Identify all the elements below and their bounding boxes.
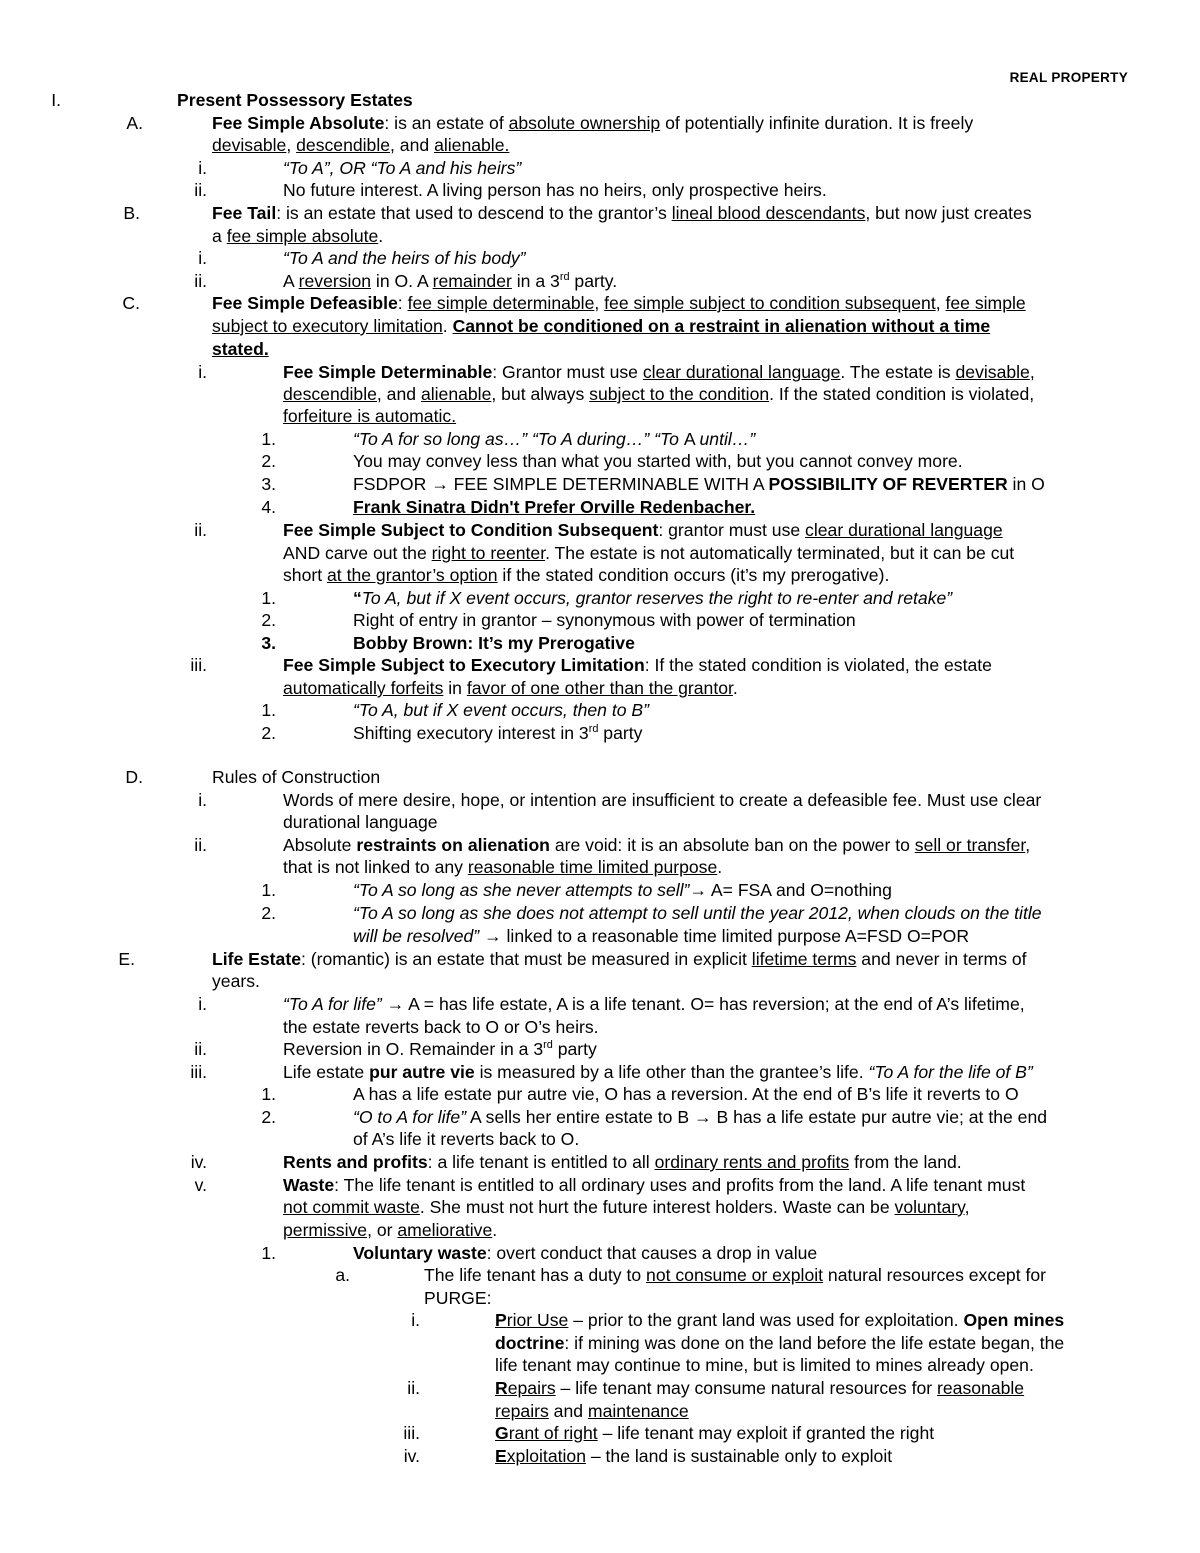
text-run: voluntary	[894, 1197, 965, 1217]
line-text	[495, 1422, 934, 1445]
text-run: are void: it is an absolute ban on the power to	[549, 835, 915, 855]
line-text	[212, 292, 1026, 315]
text-run: → A= FSA and O=nothing	[689, 880, 892, 900]
text-run: a	[212, 226, 227, 246]
text-run: “To A so long as she never attempts to sell”	[353, 880, 690, 900]
text-run: Fee Simple Subject to Condition Subsequent	[283, 520, 659, 540]
text-run: epairs	[507, 1378, 556, 1398]
text-run: .	[732, 678, 738, 698]
text-run: Life Estate	[212, 949, 301, 969]
text-run: is measured by a life other than the grantee’s life.	[474, 1062, 869, 1082]
text-run: in	[443, 678, 467, 698]
text-run: Fee Simple Subject to Executory Limitation	[283, 655, 645, 675]
text-run: Fee Simple Absolute	[212, 113, 385, 133]
text-run: descendible	[283, 384, 377, 404]
text-run: absolute ownership	[508, 113, 661, 133]
text-run: R	[495, 1378, 508, 1398]
text-run: party.	[569, 271, 618, 291]
list-marker: 2.	[261, 903, 276, 923]
text-run: :	[397, 293, 408, 313]
text-run: ,	[935, 293, 946, 313]
line-text	[353, 722, 642, 745]
text-run: : if mining was done on the land before the life estate began, the	[564, 1333, 1065, 1353]
text-run: repairs	[495, 1401, 549, 1421]
line-text	[495, 1445, 892, 1468]
line-text	[212, 970, 260, 993]
text-run: FSDPOR → FEE SIMPLE DETERMINABLE WITH A	[353, 474, 769, 494]
line-text	[353, 496, 755, 519]
text-run: will be resolved”	[353, 926, 480, 946]
text-run: fee simple absolute	[226, 226, 379, 246]
text-run: sell or transfer	[914, 835, 1026, 855]
list-marker: i.	[198, 248, 207, 268]
text-run: G	[495, 1423, 509, 1443]
text-run: “O to A for life”	[353, 1107, 467, 1127]
text-run: reasonable time limited purpose	[467, 857, 718, 877]
line-text	[353, 1242, 817, 1265]
line-text	[283, 542, 1014, 565]
text-run: E	[495, 1446, 507, 1466]
text-run: : a life tenant is entitled to all	[427, 1152, 655, 1172]
line-text	[283, 1174, 1025, 1197]
text-run: Fee Simple Determinable	[283, 362, 493, 382]
line-text	[283, 1061, 1033, 1084]
text-run: : (romantic) is an estate that must be measured in explicit	[300, 949, 752, 969]
text-run: not consume or exploit	[646, 1265, 824, 1285]
text-run: lineal blood descendants	[671, 203, 866, 223]
text-run: life tenant may continue to mine, but is limited to mines already open.	[495, 1355, 1034, 1375]
text-run: remainder	[432, 271, 512, 291]
text-run: Frank Sinatra Didn't Prefer Orville Redenbacher.	[353, 497, 756, 517]
text-run: “To A for the life of B”	[868, 1062, 1033, 1082]
line-text	[353, 473, 1045, 496]
text-run: alienable	[420, 384, 492, 404]
text-run: rant of right	[508, 1423, 598, 1443]
line-text	[495, 1309, 1064, 1332]
text-run: .	[492, 1220, 498, 1240]
text-run: : is an estate that used to descend to the grantor’s	[276, 203, 672, 223]
text-run: . The estate is	[840, 362, 956, 382]
text-run: Voluntary waste	[353, 1243, 487, 1263]
text-run: POSSIBILITY OF REVERTER	[768, 474, 1008, 494]
text-run: Right of entry in grantor – synonymous with power of termination	[353, 610, 856, 630]
text-run: “To A and the heirs of his body”	[283, 248, 526, 268]
line-text	[495, 1377, 1024, 1400]
text-run: : The life tenant is entitled to all ordinary uses and profits from the land. A life tenant must	[334, 1175, 1026, 1195]
list-marker: 1.	[261, 1243, 276, 1263]
text-run: from the land.	[849, 1152, 962, 1172]
line-text	[212, 338, 269, 361]
text-run: The life tenant has a duty to	[424, 1265, 647, 1285]
text-run: and	[548, 1401, 588, 1421]
superscript: rd	[543, 1039, 553, 1052]
list-marker: v.	[194, 1175, 207, 1195]
line-text	[283, 564, 889, 587]
text-run: right to reenter	[431, 543, 546, 563]
line-text	[212, 315, 990, 338]
line-text	[212, 948, 1027, 971]
text-run: Rules of Construction	[212, 767, 381, 787]
line-text	[283, 993, 1025, 1016]
text-run: : If the stated condition is violated, the estate	[644, 655, 992, 675]
line-text	[283, 405, 456, 428]
list-marker: E.	[118, 949, 135, 969]
text-run: fee simple subject to condition subsequent	[604, 293, 936, 313]
text-run: descendible	[296, 135, 391, 155]
text-run: “	[353, 588, 362, 608]
line-text	[212, 766, 380, 789]
text-run: Shifting executory interest in 3	[353, 723, 589, 743]
list-marker: iii.	[403, 1423, 420, 1443]
list-marker: i.	[198, 994, 207, 1014]
text-run: in O	[1007, 474, 1045, 494]
line-text	[283, 383, 1034, 406]
text-run: – prior to the grant land was used for exploitation.	[568, 1310, 964, 1330]
text-run: , but always	[491, 384, 590, 404]
line-text	[353, 925, 969, 948]
text-run: doctrine	[495, 1333, 565, 1353]
line-text	[353, 450, 963, 473]
text-run: reversion	[298, 271, 372, 291]
list-marker: 2.	[261, 610, 276, 630]
text-run: ,	[286, 135, 297, 155]
list-marker: 3.	[261, 633, 276, 653]
line-text	[353, 1106, 1047, 1129]
list-marker: A.	[126, 113, 143, 133]
text-run: ,	[1025, 835, 1031, 855]
text-run: . The estate is not automatically terminated, but it can be cut	[545, 543, 1015, 563]
text-run: – the land is sustainable only to exploit	[585, 1446, 893, 1466]
list-marker: 1.	[261, 700, 276, 720]
text-run: Fee Simple Defeasible	[212, 293, 398, 313]
text-run: PURGE:	[424, 1288, 492, 1308]
line-text	[283, 1038, 597, 1061]
text-run: natural resources except for	[823, 1265, 1047, 1285]
line-text	[353, 587, 952, 610]
line-text	[283, 1196, 970, 1219]
text-run: , and	[390, 135, 435, 155]
page-header: REAL PROPERTY	[1009, 70, 1128, 85]
list-marker: iii.	[190, 655, 207, 675]
text-run: that is not linked to any	[283, 857, 468, 877]
list-marker: iv.	[190, 1152, 207, 1172]
list-marker: ii.	[194, 271, 207, 291]
line-text	[283, 361, 1035, 384]
line-text	[177, 89, 413, 112]
text-run: . If the stated condition is violated,	[769, 384, 1035, 404]
list-marker: C.	[122, 293, 140, 313]
text-run: .	[378, 226, 384, 246]
text-run: → A = has life estate, A is a life tenant. O= has reversion; at the end of A’s lifetime,	[381, 994, 1025, 1014]
line-text	[353, 632, 635, 655]
text-run: Open mines	[963, 1310, 1065, 1330]
text-run: party	[552, 1039, 597, 1059]
text-run: permissive	[283, 1220, 368, 1240]
list-marker: ii.	[194, 1039, 207, 1059]
text-run: – life tenant may exploit if granted the right	[597, 1423, 935, 1443]
text-run: fee simple determinable	[407, 293, 595, 313]
text-run: Rents and profits	[283, 1152, 428, 1172]
line-text	[283, 811, 438, 834]
list-marker: B.	[123, 203, 140, 223]
text-run: No future interest. A living person has no heirs, only prospective heirs.	[283, 180, 827, 200]
text-run: To A, but if X event occurs, grantor reserves the right to re-enter and retake”	[361, 588, 953, 608]
list-marker: a.	[335, 1265, 350, 1285]
line-text	[353, 1128, 579, 1151]
line-text	[353, 699, 649, 722]
text-run: ,	[1029, 362, 1035, 382]
line-text	[495, 1400, 689, 1423]
line-text	[353, 428, 755, 451]
list-marker: 1.	[261, 429, 276, 449]
text-run: “To A so long as she does not attempt to sell until the year 2012, when clouds on the title	[353, 903, 1042, 923]
text-run: Present Possessory Estates	[177, 90, 413, 110]
text-run: : overt conduct that causes a drop in value	[486, 1243, 818, 1263]
line-text	[353, 1083, 1019, 1106]
list-marker: i.	[411, 1310, 420, 1330]
list-marker: 2.	[261, 723, 276, 743]
line-text	[353, 902, 1042, 925]
line-text	[283, 789, 1041, 812]
line-text	[212, 134, 509, 157]
list-marker: ii.	[194, 520, 207, 540]
text-run: of potentially infinite duration. It is freely	[660, 113, 974, 133]
text-run: automatically forfeits	[283, 678, 444, 698]
text-run: the estate reverts back to O or O’s heirs.	[283, 1017, 599, 1037]
text-run: – life tenant may consume natural resources for	[555, 1378, 938, 1398]
text-run: alienable.	[434, 135, 510, 155]
line-text	[495, 1354, 1034, 1377]
list-marker: 1.	[261, 588, 276, 608]
text-run: “To A for so long as…” “To A during…” “To	[353, 429, 684, 449]
text-run: until…”	[699, 429, 756, 449]
text-run: reasonable	[937, 1378, 1025, 1398]
line-text	[283, 1219, 497, 1242]
text-run: xploitation	[506, 1446, 586, 1466]
text-run: Life estate	[283, 1062, 370, 1082]
line-text	[283, 677, 738, 700]
text-run: A	[683, 429, 700, 449]
text-run: and never in terms of	[856, 949, 1027, 969]
text-run: ordinary rents and profits	[654, 1152, 850, 1172]
text-run: Fee Tail	[212, 203, 277, 223]
text-run: not commit waste	[283, 1197, 420, 1217]
text-run: Absolute	[283, 835, 357, 855]
text-run: : grantor must use	[658, 520, 806, 540]
text-run: ,	[964, 1197, 970, 1217]
text-run: fee simple	[945, 293, 1026, 313]
list-marker: ii.	[194, 180, 207, 200]
text-run: “To A for life”	[283, 994, 382, 1014]
text-run: Reversion in O. Remainder in a 3	[283, 1039, 544, 1059]
line-text	[212, 225, 383, 248]
text-run: ameliorative	[397, 1220, 493, 1240]
list-marker: iii.	[190, 1062, 207, 1082]
text-run: clear durational language	[805, 520, 1003, 540]
text-run: , or	[367, 1220, 398, 1240]
text-run: subject to executory limitation	[212, 316, 443, 336]
superscript: rd	[588, 723, 599, 736]
text-run: You may convey less than what you started with, but you cannot convey more.	[353, 451, 963, 471]
text-run: “To A”, OR “To A and his heirs”	[283, 158, 522, 178]
line-text	[283, 270, 617, 293]
line-text	[283, 519, 1003, 542]
line-text	[424, 1287, 491, 1310]
text-run: short	[283, 565, 328, 585]
list-marker: i.	[198, 158, 207, 178]
list-marker: 4.	[261, 497, 276, 517]
text-run: maintenance	[587, 1401, 689, 1421]
text-run: clear durational language	[642, 362, 841, 382]
text-run: party	[598, 723, 643, 743]
line-text	[283, 856, 722, 879]
text-run: devisable	[212, 135, 287, 155]
text-run: → linked to a reasonable time limited purpose A=FSD O=POR	[479, 926, 970, 946]
line-text	[353, 879, 892, 902]
text-run: .	[717, 857, 723, 877]
list-marker: ii.	[407, 1378, 420, 1398]
list-marker: 1.	[261, 1084, 276, 1104]
text-run: . She must not hurt the future interest holders. Waste can be	[419, 1197, 895, 1217]
list-marker: I.	[51, 90, 61, 110]
line-text	[424, 1264, 1046, 1287]
line-text	[283, 179, 827, 202]
text-run: A has a life estate pur autre vie, O has a reversion. At the end of B’s life it reverts to O	[353, 1084, 1019, 1104]
text-run: if the stated condition occurs (it’s my prerogative).	[497, 565, 890, 585]
list-marker: iv.	[403, 1446, 420, 1466]
text-run: : is an estate of	[384, 113, 509, 133]
line-text	[283, 247, 526, 270]
text-run: favor of one other than the grantor	[466, 678, 733, 698]
text-run: subject to the condition	[589, 384, 770, 404]
text-run: A	[283, 271, 299, 291]
text-run: A sells her entire estate to B → B has a life estate pur autre vie; at the end	[466, 1107, 1048, 1127]
line-text	[283, 157, 521, 180]
list-marker: 1.	[261, 880, 276, 900]
text-run: restraints on alienation	[356, 835, 550, 855]
text-run: in O. A	[371, 271, 433, 291]
text-run: AND carve out the	[283, 543, 432, 563]
line-text	[212, 202, 1032, 225]
list-marker: i.	[198, 790, 207, 810]
text-run: lifetime terms	[751, 949, 857, 969]
text-run: forfeiture is automatic.	[283, 406, 457, 426]
line-text	[212, 112, 973, 135]
text-run: : Grantor must use	[492, 362, 643, 382]
text-run: P	[495, 1310, 507, 1330]
line-text	[283, 654, 992, 677]
text-run: of A’s life it reverts back to O.	[353, 1129, 580, 1149]
list-marker: i.	[198, 362, 207, 382]
line-text	[283, 834, 1030, 857]
list-marker: 2.	[261, 451, 276, 471]
text-run: stated.	[212, 339, 269, 359]
list-marker: D.	[125, 767, 143, 787]
line-text	[495, 1332, 1064, 1355]
text-run: durational language	[283, 812, 438, 832]
text-run: Waste	[283, 1175, 335, 1195]
text-run: in a 3	[511, 271, 560, 291]
list-marker: ii.	[194, 835, 207, 855]
text-run: Bobby Brown: It’s my Prerogative	[353, 633, 635, 653]
line-text	[283, 1151, 962, 1174]
superscript: rd	[559, 271, 570, 284]
text-run: , but now just creates	[865, 203, 1032, 223]
text-run: years.	[212, 971, 260, 991]
text-run: Cannot be conditioned on a restraint in alienation without a time	[452, 316, 991, 336]
list-marker: 2.	[261, 1107, 276, 1127]
text-run: ,	[594, 293, 605, 313]
text-run: devisable	[955, 362, 1030, 382]
text-run: , and	[376, 384, 421, 404]
line-text	[283, 1016, 599, 1039]
text-run: at the grantor’s option	[327, 565, 498, 585]
text-run: Words of mere desire, hope, or intention are insufficient to create a defeasible fee. Must use clear	[283, 790, 1042, 810]
line-text	[353, 609, 856, 632]
text-run: .	[442, 316, 453, 336]
text-run: “To A, but if X event occurs, then to B”	[353, 700, 649, 720]
text-run: rior Use	[506, 1310, 569, 1330]
text-run: pur autre vie	[369, 1062, 475, 1082]
list-marker: 3.	[261, 474, 276, 494]
